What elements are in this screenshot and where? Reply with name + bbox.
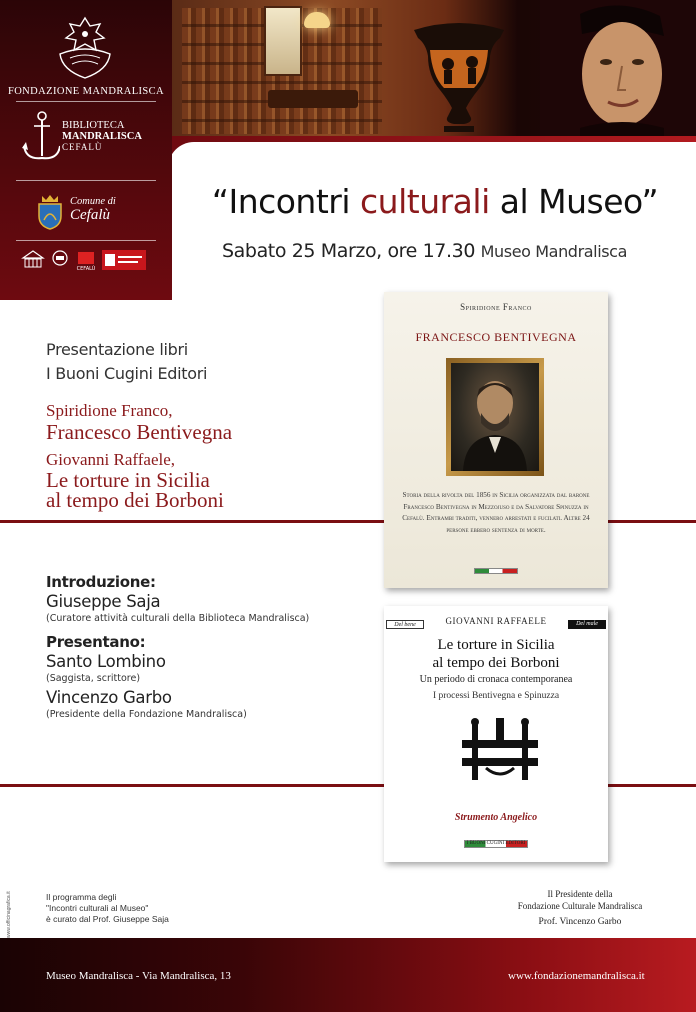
credit-line: Fondazione Culturale Mandralisca	[517, 900, 643, 911]
comune-line1: Comune di	[70, 196, 116, 207]
intro-label: Introduzione:	[46, 573, 156, 591]
greek-vase-image	[404, 16, 514, 136]
present-label: Presentano:	[46, 633, 146, 651]
printer-credit	[6, 868, 14, 938]
mandralisca-emblem-icon	[46, 14, 124, 84]
book-entry	[46, 401, 232, 443]
header	[0, 0, 696, 300]
logo-divider	[16, 180, 156, 181]
book-entry	[46, 450, 224, 510]
liberalia-logo	[102, 248, 146, 272]
cefalu-logo	[74, 248, 98, 272]
logo-divider	[16, 240, 156, 241]
cover-author: Spiridione Franco	[460, 302, 532, 312]
hero-banner	[172, 0, 696, 140]
event-date	[222, 240, 627, 262]
book-title-line: al tempo dei Borboni	[46, 488, 224, 512]
title-open: “Incontri	[211, 182, 361, 221]
title-close: al Museo”	[489, 182, 659, 221]
comune-line2: Cefalù	[70, 207, 110, 223]
credit-line: Il Presidente della	[547, 889, 613, 899]
cover-title: FRANCESCO BENTIVEGNA	[415, 330, 577, 344]
credit-line: Il programma degli	[46, 892, 117, 902]
library-name	[62, 120, 142, 153]
credit-line: è curato dal Prof. Giuseppe Saja	[46, 914, 169, 924]
museum-address: Museo Mandralisca - Via Mandralisca, 13	[46, 970, 231, 982]
library-line1: BIBLIOTECA	[62, 120, 125, 131]
cover-tag-right: Del male	[568, 620, 606, 629]
bentivegna-figure-icon	[451, 363, 539, 471]
bentivegna-portrait-image	[451, 363, 539, 471]
speakers-block	[46, 572, 309, 728]
torture-press-icon	[458, 718, 542, 784]
cover-publisher: I BUONI CUGINI EDITORI	[464, 840, 528, 848]
book-author: Giovanni Raffaele,	[46, 450, 176, 469]
book-title-line: Francesco Bentivegna	[46, 420, 233, 444]
portrait-frame	[446, 358, 544, 476]
publisher-flag-logo	[474, 568, 518, 574]
speaker-role: (Curatore attività culturali della Biblioteca Mandralisca)	[46, 613, 310, 624]
svg-text:CEFALÙ: CEFALÙ	[76, 266, 96, 272]
comune-name	[70, 196, 116, 224]
cover-tag-left: Del bene	[386, 620, 424, 629]
partner-logos	[20, 248, 150, 274]
cover-caption: Strumento Angelico	[454, 812, 538, 823]
intro-line2: I Buoni Cugini Editori	[46, 364, 208, 383]
cefalu-crest-icon	[36, 194, 64, 230]
event-title	[180, 182, 690, 221]
speaker-name: Vincenzo Garbo	[46, 688, 172, 707]
anchor-icon	[20, 108, 60, 164]
library-line2: MANDRALISCA	[62, 131, 142, 142]
cover-description: Storia della rivolta del 1856 in Sicilia organizzata dal barone Francesco Bentivegna in Mezzojuso e da Salvatore Spinuzza in Cefalù. Entrambi traditi, vennero arrestati e fucilati. Altre 24 persone ebbero sentenza di morte.	[402, 491, 590, 534]
president-credit	[500, 889, 660, 929]
logo-divider	[16, 101, 156, 102]
event-datetime: Sabato 25 Marzo, ore 17.30	[222, 240, 476, 262]
book-cover-torture	[384, 606, 608, 862]
speaker-role: (Presidente della Fondazione Mandralisca)	[46, 709, 247, 720]
book-cover-bentivegna	[384, 292, 608, 588]
printer-credit-text: www.officinagrafica.it	[6, 891, 12, 938]
president-signature: Prof. Vincenzo Garbo	[538, 917, 622, 927]
intro-line1: Presentazione libri	[46, 340, 188, 359]
cover-subtitle: I processi Bentivegna e Spinuzza	[432, 691, 560, 701]
speaker-name: Giuseppe Saja	[46, 592, 161, 611]
foundation-name: FONDAZIONE MANDRALISCA	[7, 86, 165, 97]
title-accent: culturali	[360, 182, 490, 221]
library-line3: CEFALÙ	[62, 142, 103, 152]
portrait-of-unknown-man-image	[540, 0, 696, 140]
cover-title	[384, 636, 608, 672]
website-link[interactable]: www.fondazionemandralisca.it	[508, 970, 645, 982]
credit-line: "Incontri culturali al Museo"	[46, 903, 149, 913]
heritage-logo	[50, 248, 70, 272]
logo-panel	[0, 0, 172, 300]
cover-title-line: al tempo dei Borboni	[432, 655, 560, 671]
chandelier-lamp	[304, 12, 330, 28]
unesco-logo	[20, 248, 46, 272]
program-credit	[46, 892, 169, 925]
book-title-line: Le torture in Sicilia	[46, 468, 210, 492]
cover-subtitle: Un periodo di cronaca contemporanea	[419, 674, 573, 685]
footer	[0, 938, 696, 1012]
event-place: Museo Mandralisca	[480, 242, 627, 261]
cover-author: GIOVANNI RAFFAELE	[445, 616, 547, 626]
library-window	[264, 6, 302, 76]
cover-title-line: Le torture in Sicilia	[437, 637, 555, 653]
book-author: Spiridione Franco,	[46, 401, 173, 420]
title-panel	[168, 142, 696, 302]
speaker-name: Santo Lombino	[46, 652, 166, 671]
speaker-role: (Saggista, scrittore)	[46, 673, 141, 684]
library-table	[268, 90, 358, 108]
presentation-intro	[46, 338, 207, 386]
